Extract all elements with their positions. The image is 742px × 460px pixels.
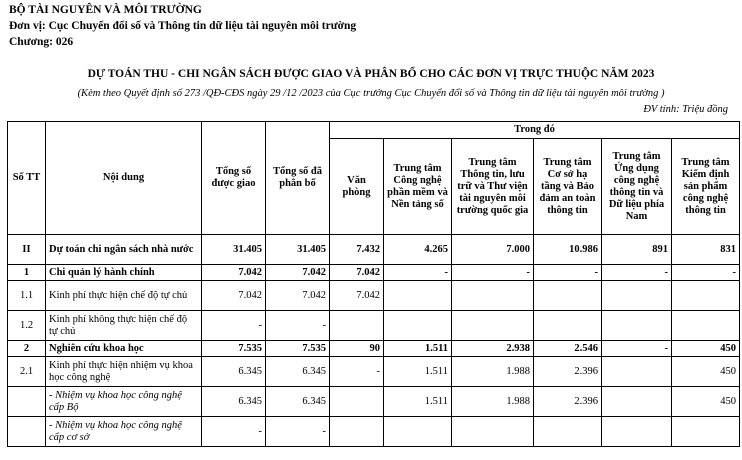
- header-south-center: Trung tâm Ứng dụng công nghệ thông tin và Dữ liệu phía Nam: [602, 139, 672, 235]
- cell-alloc: 7.535: [266, 341, 330, 357]
- cell-c3: [534, 311, 602, 341]
- table-row: [8, 357, 740, 387]
- cell-c3: 2.396: [534, 387, 602, 417]
- cell-c2: [452, 281, 534, 311]
- cell-c2: -: [452, 265, 534, 281]
- cell-c3: [534, 417, 602, 447]
- cell-total: 7.535: [202, 341, 266, 357]
- cell-content: Nghiên cứu khoa học: [46, 341, 202, 357]
- cell-content: Kinh phí không thực hiện chế độ tự chủ: [46, 311, 202, 341]
- budget-table: [7, 121, 740, 447]
- cell-c5: [672, 311, 740, 341]
- cell-office: 7.042: [330, 265, 384, 281]
- table-row: [8, 417, 740, 447]
- cell-c4: -: [602, 265, 672, 281]
- cell-office: -: [330, 357, 384, 387]
- header-office: Văn phòng: [330, 139, 384, 235]
- table-row: [8, 341, 740, 357]
- cell-stt: 2: [8, 341, 46, 357]
- cell-content: Dự toán chi ngân sách nhà nước: [46, 235, 202, 265]
- cell-c2: 2.938: [452, 341, 534, 357]
- cell-c5: 450: [672, 341, 740, 357]
- cell-c2: 1.988: [452, 387, 534, 417]
- header-group: Trong đó: [330, 122, 740, 139]
- cell-c1: [384, 417, 452, 447]
- header-testing-center: Trung tâm Kiểm định sản phẩm công nghệ thông tin: [672, 139, 740, 235]
- header-archive-center: Trung tâm Thông tin, lưu trữ và Thư viện tài nguyên môi trường quốc gia: [452, 139, 534, 235]
- cell-c4: [602, 281, 672, 311]
- cell-total: 31.405: [202, 235, 266, 265]
- cell-total: 7.042: [202, 281, 266, 311]
- unit-line: Đơn vị: Cục Chuyển đổi số và Thông tin dữ liệu tài nguyên môi trường: [9, 20, 357, 32]
- cell-alloc: 31.405: [266, 235, 330, 265]
- cell-office: [330, 417, 384, 447]
- cell-c1: 4.265: [384, 235, 452, 265]
- cell-c3: 10.986: [534, 235, 602, 265]
- cell-total: -: [202, 311, 266, 341]
- cell-c1: -: [384, 265, 452, 281]
- document-title: DỰ TOÁN THU - CHI NGÂN SÁCH ĐƯỢC GIAO VÀ PHÂN BỔ CHO CÁC ĐƠN VỊ TRỰC THUỘC NĂM 2023: [87, 68, 655, 80]
- cell-stt: [8, 417, 46, 447]
- header-total-assigned: Tổng số được giao: [202, 122, 266, 235]
- cell-c1: [384, 311, 452, 341]
- header-total-allocated: Tổng số đã phân bổ: [266, 122, 330, 235]
- chapter-line: Chương: 026: [9, 36, 74, 48]
- cell-c2: [452, 417, 534, 447]
- cell-alloc: -: [266, 417, 330, 447]
- cell-stt: [8, 387, 46, 417]
- unit-note: ĐV tính: Triệu đồng: [643, 104, 728, 115]
- header-infrastructure-center: Trung tâm Cơ sở hạ tầng và Bảo đảm an toàn thông tin: [534, 139, 602, 235]
- table-row: [8, 265, 740, 281]
- cell-c3: [534, 281, 602, 311]
- cell-office: 7.432: [330, 235, 384, 265]
- cell-office: 7.042: [330, 281, 384, 311]
- header-stt: Số TT: [8, 122, 46, 235]
- cell-total: 7.042: [202, 265, 266, 281]
- cell-c1: 1.511: [384, 357, 452, 387]
- cell-c4: [602, 417, 672, 447]
- cell-stt: II: [8, 235, 46, 265]
- cell-alloc: 6.345: [266, 357, 330, 387]
- ministry-name: BỘ TÀI NGUYÊN VÀ MÔI TRƯỜNG: [9, 4, 202, 16]
- cell-c3: 2.396: [534, 357, 602, 387]
- cell-c3: -: [534, 265, 602, 281]
- cell-total: -: [202, 417, 266, 447]
- cell-c1: 1.511: [384, 387, 452, 417]
- cell-office: 90: [330, 341, 384, 357]
- cell-content: Kinh phí thực hiện chế độ tự chủ: [46, 281, 202, 311]
- cell-c5: [672, 417, 740, 447]
- cell-alloc: 7.042: [266, 281, 330, 311]
- cell-total: 6.345: [202, 387, 266, 417]
- cell-c2: 1.988: [452, 357, 534, 387]
- cell-stt: 1.2: [8, 311, 46, 341]
- cell-c4: [602, 357, 672, 387]
- cell-c5: [672, 281, 740, 311]
- cell-office: [330, 311, 384, 341]
- cell-c1: 1.511: [384, 341, 452, 357]
- cell-c5: -: [672, 265, 740, 281]
- cell-c2: 7.000: [452, 235, 534, 265]
- cell-c4: 891: [602, 235, 672, 265]
- cell-content: Chi quản lý hành chính: [46, 265, 202, 281]
- cell-alloc: 6.345: [266, 387, 330, 417]
- table-row: [8, 281, 740, 311]
- cell-c5: 831: [672, 235, 740, 265]
- cell-c2: [452, 311, 534, 341]
- cell-stt: 2.1: [8, 357, 46, 387]
- cell-c4: [602, 387, 672, 417]
- cell-content: - Nhiệm vụ khoa học công nghệ cấp Bộ: [46, 387, 202, 417]
- cell-c5: 450: [672, 357, 740, 387]
- cell-stt: 1.1: [8, 281, 46, 311]
- cell-alloc: 7.042: [266, 265, 330, 281]
- cell-content: - Nhiệm vụ khoa học công nghệ cấp cơ sở: [46, 417, 202, 447]
- table-row: [8, 311, 740, 341]
- cell-content: Kinh phí thực hiện nhiệm vụ khoa học công nghệ: [46, 357, 202, 387]
- table-row: [8, 387, 740, 417]
- cell-stt: 1: [8, 265, 46, 281]
- cell-c3: 2.546: [534, 341, 602, 357]
- cell-c4: [602, 311, 672, 341]
- cell-c5: 450: [672, 387, 740, 417]
- cell-alloc: -: [266, 311, 330, 341]
- cell-office: [330, 387, 384, 417]
- cell-c4: -: [602, 341, 672, 357]
- table-row: [8, 235, 740, 265]
- cell-total: 6.345: [202, 357, 266, 387]
- document-subtitle: (Kèm theo Quyết định số 273 /QĐ-CĐS ngày 29 /12 /2023 của Cục trưởng Cục Chuyển đổi số và Thông tin dữ liệu tài nguyên môi trường ): [77, 88, 665, 99]
- header-software-center: Trung tâm Công nghệ phần mềm và Nền tảng số: [384, 139, 452, 235]
- header-content: Nội dung: [46, 122, 202, 235]
- cell-c1: [384, 281, 452, 311]
